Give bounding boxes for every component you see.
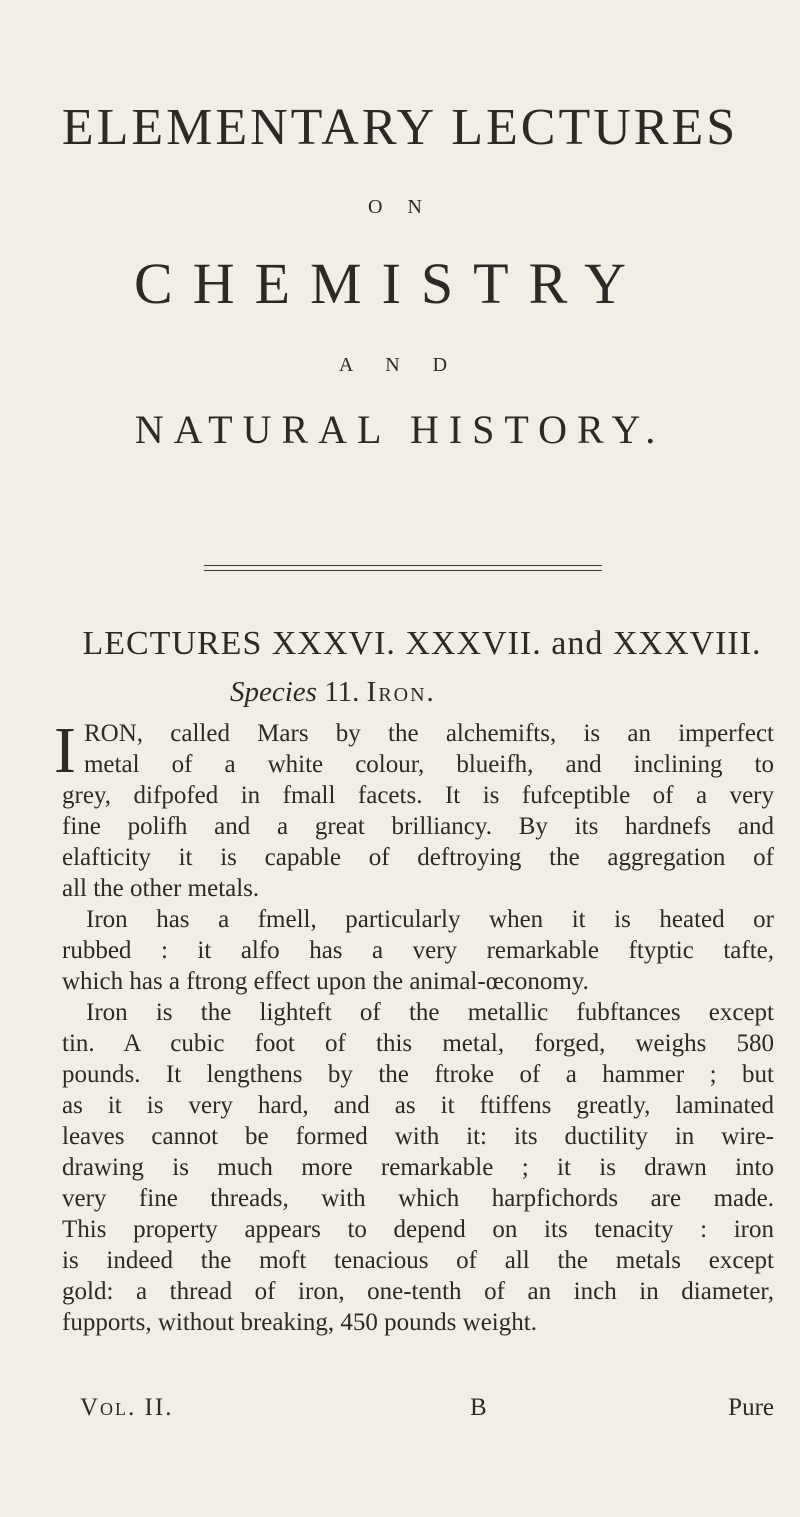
text-line: all the other metals. (62, 875, 260, 902)
species-label: Species (230, 676, 317, 708)
paragraph-2 (62, 904, 774, 997)
title-line-natural-history: NATURAL HISTORY. (134, 407, 666, 452)
text-line: pounds. It lengthens by the ftroke of a hammer ; but (62, 1061, 774, 1088)
text-line: leaves cannot be formed with it: its ductility in wire- (62, 1123, 774, 1150)
double-rule-top (204, 565, 602, 566)
text-line: as it is very hard, and as it ftiffens greatly, laminated (62, 1092, 774, 1119)
text-line: drawing is much more remarkable ; it is drawn into (62, 1154, 774, 1181)
text-line: grey, difpofed in fmall facets. It is fufceptible of a very (62, 782, 774, 809)
text-line: is indeed the moft tenacious of all the metals except (62, 1247, 774, 1274)
text-line: very fine threads, with which harpfichords are made. (62, 1185, 774, 1212)
species-heading (230, 676, 436, 709)
text-line: Iron is the lighteft of the metallic fubftances except (86, 999, 774, 1026)
catchword: Pure (728, 1394, 774, 1421)
species-name: Iron. (366, 676, 436, 708)
drop-cap: I (54, 714, 76, 787)
text-line: rubbed : it alfo has a very remarkable ftyptic tafte, (62, 937, 774, 964)
lectures-heading: LECTURES XXXVI. XXXVII. and XXXVIII. (82, 625, 762, 662)
text-line: which has a ftrong effect upon the animal-œconomy. (62, 968, 589, 995)
text-line: tin. A cubic foot of this metal, forged, weighs 580 (62, 1030, 774, 1057)
text-line: RON, called Mars by the alchemifts, is an imperfect (83, 720, 774, 747)
title-line-on: O N (368, 196, 432, 218)
text-line: elafticity it is capable of deftroying the aggregation of (62, 844, 774, 871)
text-line: metal of a white colour, blueifh, and inclining to (83, 751, 774, 778)
text-line: Iron has a fmell, particularly when it is heated or (86, 906, 774, 933)
text-line: This property appears to depend on its tenacity : iron (62, 1216, 774, 1243)
paragraph-3 (62, 997, 774, 1338)
signature-mark: B (470, 1394, 487, 1421)
volume-marker: Vol. II. (80, 1394, 174, 1421)
double-rule-bottom (204, 570, 602, 571)
text-line: gold: a thread of iron, one-tenth of an inch in diameter, (62, 1278, 774, 1305)
title-line-and: A N D (338, 354, 462, 376)
species-number: 11. (324, 676, 360, 708)
text-line: fine polifh and a great brilliancy. By its hardnefs and (62, 813, 774, 840)
title-line-elementary-lectures: ELEMENTARY LECTURES (61, 99, 739, 156)
paragraph-1 (54, 714, 774, 904)
title-line-chemistry: CHEMISTRY (134, 251, 646, 316)
body-text (54, 714, 774, 1338)
text-line: fupports, without breaking, 450 pounds weight. (62, 1309, 537, 1336)
